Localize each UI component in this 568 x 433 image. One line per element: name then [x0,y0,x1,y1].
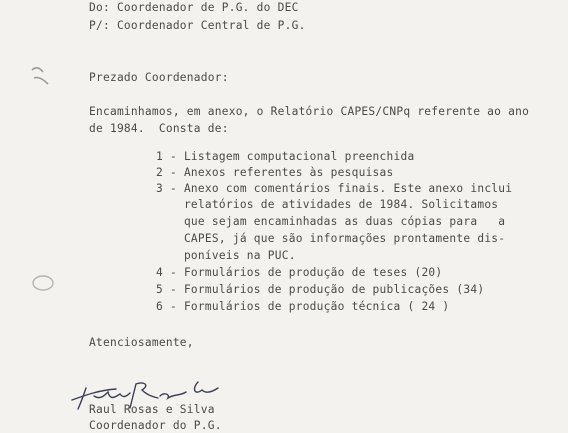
list-item: que sejam encaminhadas as duas cópias para a [156,215,506,228]
punch-hole-mark [30,272,56,294]
list-item: CAPES, já que são informações prontamente dis- [156,232,506,245]
list-item: relatórios de atividades de 1984. Solicitamos [156,198,499,211]
list-item: poníveis na PUC. [156,249,296,262]
salutation: Prezado Coordenador: [89,71,229,84]
list-item: 4 - Formulários de produção de teses (20) [156,266,443,279]
signature-name: Raul Rosas e Silva [89,403,215,416]
header-from: Do: Coordenador de P.G. do DEC [89,1,299,14]
header-to: P/: Coordenador Central de P.G. [89,19,306,32]
paper-mark [26,60,62,92]
list-item: 6 - Formulários de produção técnica ( 24 ) [156,300,450,313]
signature-title: Coordenador do P.G. [89,419,222,432]
list-item: 5 - Formulários de produção de publicações (34) [156,283,485,296]
intro-line: de 1984. Consta de: [89,122,229,135]
list-item: 3 - Anexo com comentários finais. Este anexo inclui [156,182,513,195]
list-item: 1 - Listagem computacional preenchida [156,150,415,163]
intro-line: Encaminhamos, em anexo, o Relatório CAPES/CNPq referente ao ano [89,105,530,118]
list-item: 2 - Anexos referentes às pesquisas [156,166,394,179]
closing: Atenciosamente, [89,336,194,349]
